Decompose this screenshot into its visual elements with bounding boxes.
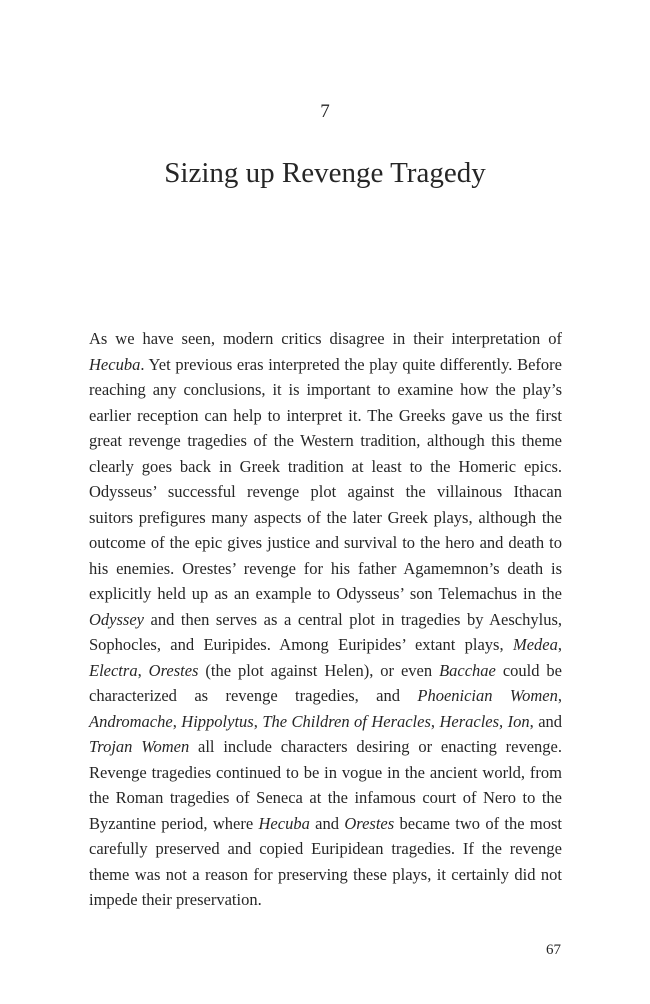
text-run: suitors prefigures many aspects of the later Greek plays, although the: [89, 507, 562, 527]
text-run: Sophocles, and Euripides. Among Euripides’ extant plays,: [89, 635, 513, 654]
text-run: could be: [495, 660, 562, 680]
text-run: his enemies. Orestes’ revenge for his father Agamemnon’s death is: [89, 558, 562, 578]
text-line: [89, 683, 562, 709]
text-run: ,: [557, 635, 562, 654]
text-line: [89, 709, 562, 735]
text-run: Byzantine period, where: [89, 813, 259, 833]
italic-title: The Children of Heracles: [262, 711, 431, 731]
text-line: [89, 581, 562, 607]
italic-title: Medea: [512, 635, 558, 654]
text-line: [89, 352, 562, 378]
text-run: all include characters desiring or enacting revenge.: [189, 737, 562, 756]
text-line: [89, 607, 562, 633]
text-run: As we have seen, modern critics disagree in their interpretation of: [89, 329, 562, 348]
text-line: [89, 377, 562, 403]
text-line: [89, 785, 562, 811]
text-run: theme was not a reason for preserving these plays, it certainly did not: [89, 864, 562, 884]
text-run: became two of the most: [394, 813, 563, 833]
chapter-title: Sizing up Revenge Tragedy: [164, 157, 486, 189]
text-line: [89, 428, 562, 454]
text-line: [89, 836, 562, 862]
text-run: characterized as revenge tragedies, and: [89, 686, 418, 705]
italic-title: Phoenician Women: [417, 686, 558, 705]
text-line: [89, 479, 562, 505]
text-run: explicitly held up as an example to Odysseus’ son Telemachus in the: [89, 584, 562, 603]
text-line: [89, 403, 562, 429]
text-run: great revenge tragedies of the Western tradition, although this theme: [89, 431, 562, 450]
text-line: [89, 658, 562, 684]
italic-title: Hecuba: [258, 813, 310, 833]
text-run: outcome of the epic gives justice and survival to the hero and death to: [89, 533, 562, 552]
italic-title: Bacchae: [439, 660, 496, 680]
italic-title: Hippolytus: [181, 711, 254, 731]
text-run: ,: [557, 686, 562, 705]
text-run: and then serves as a central plot in tragedies by Aeschylus,: [143, 609, 562, 629]
text-run: clearly goes back in Greek tradition at least to the Homeric epics.: [89, 456, 562, 476]
italic-title: Trojan Women: [89, 737, 190, 756]
text-line: [89, 326, 562, 352]
text-run: reaching any conclusions, it is important to examine how the play’s: [89, 380, 562, 399]
text-run: and: [309, 813, 345, 833]
italic-title: Hecuba: [89, 354, 141, 374]
text-line: [89, 556, 562, 582]
text-line: [89, 862, 562, 888]
text-run: earlier reception can help to interpret it. The Greeks gave us the first: [89, 405, 562, 425]
italic-title: Heracles, Ion: [439, 711, 530, 731]
text-line: [89, 760, 562, 786]
text-run: ,: [253, 711, 263, 731]
italic-title: Electra: [89, 660, 138, 680]
text-line: [89, 811, 562, 837]
text-line: [89, 734, 562, 760]
text-line: [89, 530, 562, 556]
text-run: . Yet previous eras interpreted the play quite differently. Before: [140, 354, 562, 374]
text-line: [89, 887, 562, 913]
text-run: impede their preservation.: [89, 890, 262, 909]
text-run: ,: [172, 711, 182, 731]
text-run: ,: [430, 711, 440, 731]
italic-title: Andromache: [89, 711, 173, 731]
body-paragraph: [89, 326, 562, 913]
text-run: Odysseus’ successful revenge plot against the villainous Ithacan: [89, 482, 562, 501]
text-line: [89, 632, 562, 658]
text-run: ,: [137, 660, 149, 680]
italic-title: Orestes: [148, 660, 199, 680]
italic-title: Orestes: [344, 813, 395, 833]
italic-title: Odyssey: [89, 609, 144, 629]
page-number: 67: [546, 942, 561, 958]
text-run: (the plot against Helen), or even: [198, 660, 440, 680]
text-run: carefully preserved and copied Euripidean tragedies. If the revenge: [89, 839, 562, 858]
text-line: [89, 505, 562, 531]
text-run: Revenge tragedies continued to be in vogue in the ancient world, from: [89, 762, 562, 782]
text-line: [89, 454, 562, 480]
text-run: the Roman tragedies of Seneca at the infamous court of Nero to the: [89, 788, 562, 807]
text-run: , and: [529, 711, 563, 731]
chapter-number: 7: [320, 101, 330, 122]
